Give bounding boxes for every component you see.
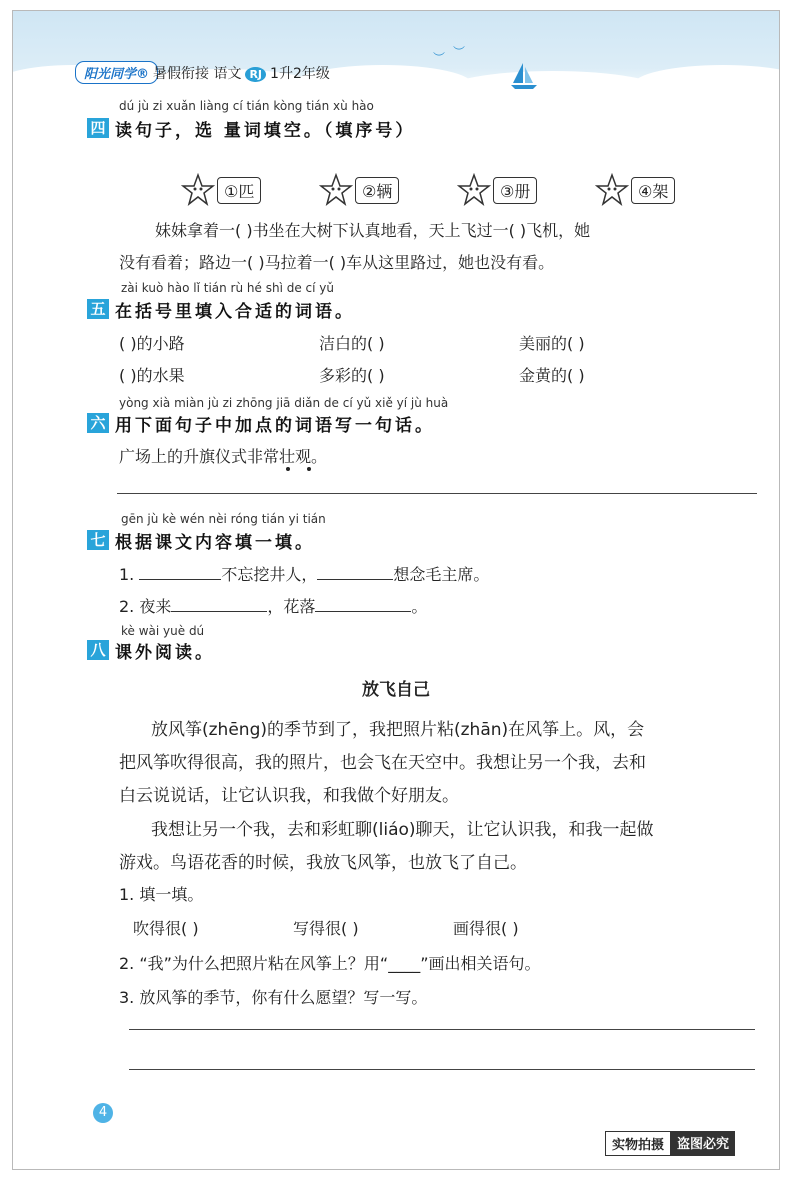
section-title: 读句子，选 量词填空。（填序号） <box>115 120 416 141</box>
s5-pinyin: zài kuò hào lǐ tián rù hé shì de cí yǔ <box>121 281 334 295</box>
emphasis-dot <box>307 467 311 471</box>
story-line: 游戏。鸟语花香的时候，我放飞风筝，也放飞了自己。 <box>119 853 527 873</box>
s6-pinyin: yòng xià miàn jù zi zhōng jiā diǎn de cí yǔ xiě yí jù huà <box>119 396 449 410</box>
s4-passage-line-1: 妹妹拿着一( )书坐在大树下认真地看，天上飞过一( )飞机，她 <box>155 221 591 240</box>
grade-label: 1升2年级 <box>270 66 330 82</box>
bird-icon: ︶ <box>453 45 466 59</box>
section-number: 五 <box>87 299 109 319</box>
s7-pinyin: gēn jù kè wén nèi róng tián yi tián <box>121 512 326 526</box>
section-number: 七 <box>87 530 109 550</box>
stamp-text: 实物拍摄 <box>605 1131 671 1156</box>
page-header <box>13 11 779 99</box>
star-mascot-icon <box>181 173 215 207</box>
item-text: 夜来 <box>139 597 172 616</box>
story-line: 把风筝吹得很高，我的照片，也会飞在天空中。我想让另一个我，去和 <box>119 753 646 773</box>
workbook-page <box>12 10 780 1170</box>
section-6-heading <box>87 412 435 434</box>
emphasis-dot <box>286 467 290 471</box>
measure-word-option: ②辆 <box>355 177 399 204</box>
question-2: 2. “我”为什么把照片粘在风筝上？用“____”画出相关语句。 <box>119 954 541 973</box>
star-mascot-icon <box>457 173 491 207</box>
answer-blank[interactable] <box>315 611 411 612</box>
item-text: 。 <box>411 597 428 616</box>
measure-word-option: ①匹 <box>217 177 261 204</box>
header-subtitle <box>153 63 330 83</box>
star-mascot-icon <box>595 173 629 207</box>
item-text: 想念毛主席。 <box>393 565 490 584</box>
fill-blank-item[interactable]: 写得很( ) <box>293 919 359 938</box>
series-title: 暑假衔接 语文 <box>153 66 242 82</box>
fill-blank-item[interactable]: 洁白的( ) <box>319 334 385 353</box>
option-4 <box>595 173 675 207</box>
fill-blank-item[interactable]: 吹得很( ) <box>133 919 199 938</box>
story-title: 放飞自己 <box>362 680 430 700</box>
fill-blank-item[interactable]: 多彩的( ) <box>319 366 385 385</box>
measure-word-option: ③册 <box>493 177 537 204</box>
fill-blank-item[interactable]: ( )的小路 <box>119 334 185 353</box>
s8-pinyin: kè wài yuè dú <box>121 624 205 638</box>
item-number: 2. <box>119 597 135 616</box>
writing-line[interactable] <box>129 1069 755 1070</box>
section-title: 在括号里填入合适的词语。 <box>115 301 355 322</box>
section-number: 四 <box>87 118 109 138</box>
sailboat-icon <box>509 61 539 91</box>
page-number: 4 <box>93 1103 113 1123</box>
bird-icon: ︶ <box>433 51 446 65</box>
option-2 <box>319 173 399 207</box>
star-mascot-icon <box>319 173 353 207</box>
section-4-heading <box>87 117 415 139</box>
fill-blank-item[interactable]: 美丽的( ) <box>519 334 585 353</box>
section-5-heading <box>87 298 355 320</box>
section-8-heading <box>87 639 215 661</box>
answer-blank[interactable] <box>139 579 221 580</box>
option-3 <box>457 173 537 207</box>
fill-item-1 <box>119 562 489 585</box>
photo-watermark-stamp <box>605 1131 735 1156</box>
item-text: 不忘挖井人， <box>221 565 318 584</box>
story-line: 我想让另一个我，去和彩虹聊(liáo)聊天，让它认识我，和我一起做 <box>151 820 654 840</box>
s4-passage-line-2: 没有看着；路边一( )马拉着一( )车从这里路过，她也没有看。 <box>119 253 555 272</box>
measure-word-option: ④架 <box>631 177 675 204</box>
story-line: 放风筝(zhēng)的季节到了，我把照片粘(zhān)在风筝上。风，会 <box>151 720 645 740</box>
fill-blank-item[interactable]: ( )的水果 <box>119 366 185 385</box>
section-title: 根据课文内容填一填。 <box>115 532 315 553</box>
answer-blank[interactable] <box>317 579 393 580</box>
option-1 <box>181 173 261 207</box>
example-sentence: 广场上的升旗仪式非常壮观。 <box>119 447 328 466</box>
answer-blank[interactable] <box>171 611 267 612</box>
item-number: 1. <box>119 565 135 584</box>
question-1: 1. 填一填。 <box>119 885 204 904</box>
section-number: 六 <box>87 413 109 433</box>
story-line: 白云说说话，让它认识我，和我做个好朋友。 <box>119 786 459 806</box>
writing-line[interactable] <box>129 1029 755 1030</box>
section-7-heading <box>87 529 315 551</box>
brand-logo: 阳光同学® <box>75 61 158 84</box>
item-text: ，花落 <box>267 597 316 616</box>
stamp-text: 盗图必究 <box>671 1131 735 1156</box>
writing-line[interactable] <box>117 493 757 494</box>
fill-blank-item[interactable]: 金黄的( ) <box>519 366 585 385</box>
fill-item-2 <box>119 594 427 617</box>
section-number: 八 <box>87 640 109 660</box>
s4-pinyin: dú jù zi xuǎn liàng cí tián kòng tián xù hào <box>119 99 374 113</box>
section-title: 课外阅读。 <box>115 642 215 663</box>
section-title: 用下面句子中加点的词语写一句话。 <box>115 415 435 436</box>
fill-blank-item[interactable]: 画得很( ) <box>453 919 519 938</box>
question-3: 3. 放风筝的季节，你有什么愿望？写一写。 <box>119 988 428 1007</box>
edition-badge: RJ <box>245 67 266 82</box>
